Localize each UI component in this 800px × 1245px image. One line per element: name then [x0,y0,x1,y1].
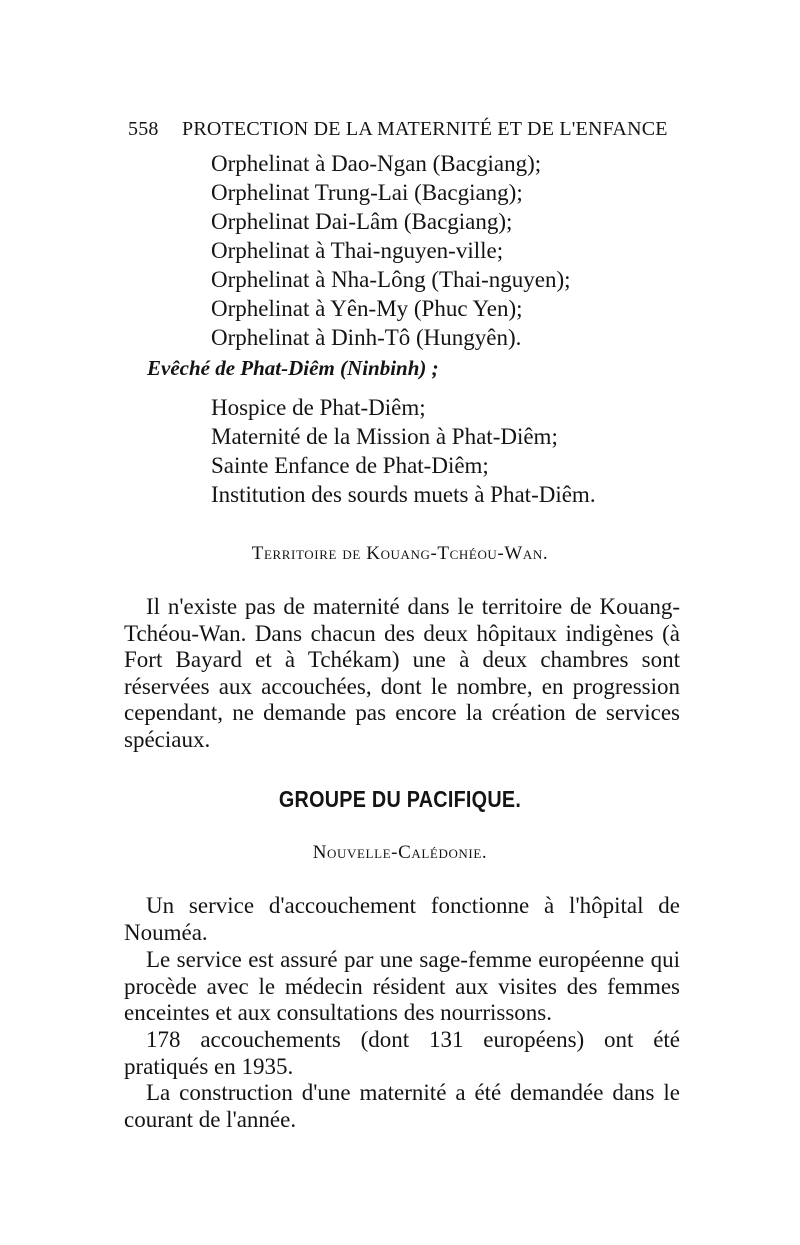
phat-diem-list [211,393,596,509]
caledonie-paragraph: La construction d'une maternité a été demandée dans le courant de l'année. [124,1080,680,1132]
list-item: Orphelinat à Yên-My (Phuc Yen); [211,296,523,321]
diocese-heading: Evêché de Phat-Diêm (Ninbinh) ; [147,356,439,380]
list-item: Orphelinat Trung-Lai (Bacgiang); [211,180,523,205]
territoire-paragraph: Il n'existe pas de maternité dans le territoire de Kouang-Tchéou-Wan. Dans chacun des deux hôpitaux indigènes (à Fort Bayard et à Tchékam) une à deux chambres sont réservées aux accouchées, dont le nombre, en progression cependant, ne demande pas encore la création de services spéciaux. [124,594,680,752]
running-title: PROTECTION DE LA MATERNITÉ ET DE L'ENFANCE [182,118,668,140]
list-item: Orphelinat à Thai-nguyen-ville; [211,238,504,263]
orphanage-list [211,149,571,352]
list-item: Orphelinat à Nha-Lông (Thai-nguyen); [211,267,571,292]
page-number: 558 [128,118,159,140]
caledonie-paragraph: Un service d'accouchement fonctionne à l'hôpital de Nouméa. [124,893,680,945]
list-item: Orphelinat à Dinh-Tô (Hungyên). [211,325,522,350]
list-item: Maternité de la Mission à Phat-Diêm; [211,424,558,449]
caledonie-paragraph: 178 accouchements (dont 131 européens) ont été pratiqués en 1935. [124,1027,680,1079]
caledonie-paragraph: Le service est assuré par une sage-femme européenne qui procède avec le médecin résident aux visites des femmes enceintes et aux consultations des nourrissons. [124,947,680,1025]
caledonie-heading: Nouvelle-Calédonie. [312,842,488,863]
list-item: Hospice de Phat-Diêm; [211,395,426,420]
running-head [128,118,680,141]
list-item: Sainte Enfance de Phat-Diêm; [211,453,489,478]
list-item: Institution des sourds muets à Phat-Diêm. [211,482,596,507]
list-item: Orphelinat Dai-Lâm (Bacgiang); [211,209,513,234]
groupe-heading: GROUPE DU PACIFIQUE. [278,786,522,812]
list-item: Orphelinat à Dao-Ngan (Bacgiang); [211,151,542,176]
territoire-heading: Territoire de Kouang-Tchéou-Wan. [251,543,549,564]
